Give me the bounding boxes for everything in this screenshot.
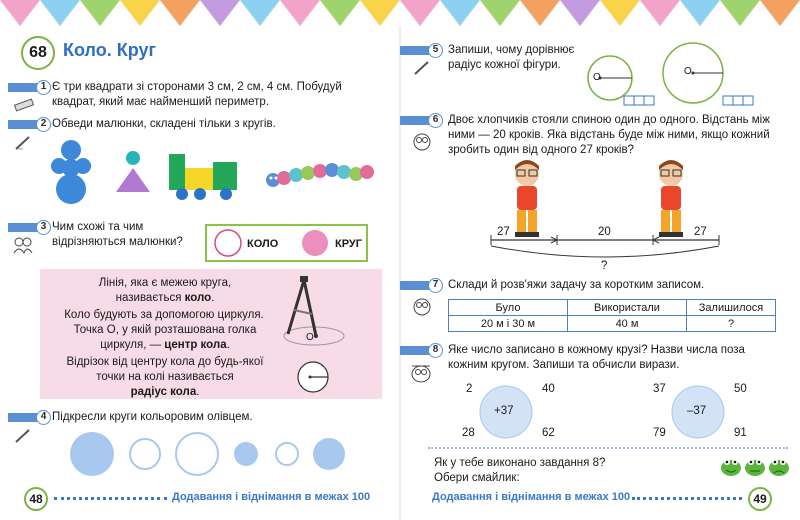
owl-icon: [411, 131, 433, 151]
definition-line-4: Відрізок від центру кола до будь-якої точки на колі називається радіус кола.: [66, 356, 264, 398]
task-4-marker: [8, 410, 52, 425]
circle-2-number-tl: 37: [653, 383, 666, 395]
circle-2-number-tr: 50: [734, 383, 747, 395]
ring-shape: [276, 443, 298, 465]
left-footer-dots: [54, 497, 167, 500]
page-spine: [399, 26, 401, 520]
answer-cell: [723, 96, 733, 105]
task-1-marker: [8, 80, 52, 95]
task-7-table: [448, 299, 776, 332]
compass-center-label: O: [306, 332, 314, 343]
def-term-kolo: коло: [184, 292, 212, 304]
self-check-question: [434, 456, 605, 486]
self-check-line-2: Обери смайлик:: [434, 472, 520, 484]
owl-icon: [411, 296, 433, 316]
task-6-number: 6: [428, 113, 443, 128]
answer-cell: [743, 96, 753, 105]
table-cell: ?: [687, 316, 776, 332]
answer-cell: [733, 96, 743, 105]
circle-2-number-br: 91: [734, 427, 747, 439]
task-7-marker: [400, 278, 444, 293]
disc-shape: [70, 432, 114, 476]
right-footer-title: Додавання і віднімання в межах 100: [432, 491, 631, 503]
pencil-icon: [14, 135, 32, 151]
task-2-figures: [40, 136, 400, 208]
task-3-text: Чим схожі та чим відрізняються малюнки?: [52, 221, 183, 248]
circle-1-operation: +37: [494, 405, 514, 417]
table-row: [449, 316, 776, 332]
circle-1-number-bl: 28: [462, 427, 475, 439]
def-3b: циркуля, —: [100, 339, 162, 351]
answer-cell: [624, 96, 634, 105]
pencil-icon: [14, 428, 32, 444]
definition-line-1: Лінія, яка є межею круга, називається коло.: [98, 277, 232, 304]
lesson-title: Коло. Круг: [63, 40, 156, 60]
circle-1-number-br: 62: [542, 427, 555, 439]
compass-icon: [282, 274, 352, 349]
circle-outline: [213, 228, 243, 258]
radius-circle-diagram: [296, 360, 330, 394]
task-7-number: 7: [428, 278, 443, 293]
circle-figure-part: [61, 140, 81, 160]
task-7-text: Склади й розв'яжи задачу за коротким записом.: [448, 279, 705, 291]
table-header-row: [449, 300, 776, 316]
def-term-center: центр кола: [164, 339, 227, 351]
left-page-number: 48: [24, 487, 48, 511]
task-1-number: 1: [36, 80, 51, 95]
task-4-text: Підкресли круги кольоровим олівцем.: [52, 411, 253, 423]
table-header-cell: Залишилося: [687, 300, 776, 316]
table-cell: 40 м: [568, 316, 687, 332]
task-8-marker: [400, 343, 444, 358]
circle-a-center-label: O: [593, 72, 601, 83]
def-1a: Лінія, яка є межею круга,: [98, 277, 232, 289]
right-page-number: 49: [748, 487, 772, 511]
triangle-shape: [116, 168, 150, 192]
task-3-marker: [8, 220, 52, 235]
train-engine: [213, 162, 237, 190]
boy-right-illustration: [649, 160, 693, 238]
left-footer-title: Додавання і віднімання в межах 100: [172, 491, 371, 503]
disc-shape: [234, 442, 258, 466]
circle-1-number-tr: 40: [542, 383, 555, 395]
task-6-text: Двоє хлопчиків стояли спиною один до одного. Відстань між ними — 20 кроків. Яка відстань буде між ними, якщо кожний зробить один від одного 27 кроків?: [448, 114, 770, 156]
train-cabin: [169, 154, 185, 190]
segment-right-label: 27: [694, 226, 707, 238]
segment-left-label: 27: [497, 226, 510, 238]
lesson-number-badge: [21, 36, 55, 70]
disc-shape: [313, 438, 345, 470]
task-2-text: Обведи малюнки, складені тільки з кругів.: [52, 118, 276, 130]
pencil-icon: [413, 60, 431, 76]
task-6-marker: [400, 113, 444, 128]
task-5-text: Запиши, чому дорівнює радіус кожної фігури.: [448, 44, 575, 71]
circle-2-number-bl: 79: [653, 427, 666, 439]
table-cell: 20 м і 30 м: [449, 316, 568, 332]
task-2-number: 2: [36, 117, 51, 132]
label-krug: КРУГ: [335, 238, 362, 250]
task-4-circles: [60, 430, 360, 480]
def-1b: називається: [115, 292, 182, 304]
ruler-icon: [14, 98, 34, 112]
self-check-line-1: Як у тебе виконано завдання 8?: [434, 457, 606, 469]
task-8-number: 8: [428, 343, 443, 358]
answer-cell: [644, 96, 654, 105]
label-kolo: КОЛО: [247, 238, 279, 250]
circle-figure-part: [126, 151, 140, 165]
top-banner: [0, 0, 800, 26]
smiley-frogs: [720, 456, 792, 478]
task-5-marker: [400, 43, 444, 58]
frog-smiley-sad[interactable]: [769, 459, 789, 476]
task-3-compare-box: [205, 224, 368, 262]
right-footer-dots: [632, 497, 742, 500]
frog-smiley-neutral[interactable]: [745, 459, 765, 476]
def-term-radius: радіус кола: [130, 386, 197, 398]
def-4b: точки на колі називається: [96, 371, 234, 383]
table-header-cell: Використали: [568, 300, 687, 316]
ring-shape: [130, 439, 160, 469]
circle-figure-part: [56, 174, 86, 204]
def-4a: Відрізок від центру кола до будь-якої: [66, 356, 264, 368]
lesson-number: 68: [29, 44, 47, 61]
table-header-cell: Було: [449, 300, 568, 316]
pair-work-icon: [12, 236, 34, 254]
task-4-number: 4: [36, 410, 51, 425]
circle-1-number-tl: 2: [466, 383, 473, 395]
def-3a: Точка O, у якій розташована голка: [73, 324, 257, 336]
circle-2-operation: –37: [687, 405, 707, 417]
segment-middle-label: 20: [598, 226, 611, 238]
task-5-number: 5: [428, 43, 443, 58]
task-2-marker: [8, 117, 52, 132]
thinking-owl-icon: [408, 361, 434, 383]
total-distance-question: ?: [601, 260, 608, 272]
self-check-divider: [428, 447, 788, 449]
task-1-text: Є три квадрати зі сторонами 3 см, 2 см, 4 см. Побудуй квадрат, який має найменший периметр.: [52, 81, 342, 108]
filled-disc: [300, 228, 330, 258]
definition-line-3: Точка O, у якій розташована голка циркуля, — центр кола.: [73, 324, 257, 351]
boy-left-illustration: [505, 160, 549, 238]
answer-cell: [634, 96, 644, 105]
definition-line-2: Коло будують за допомогою циркуля.: [64, 309, 264, 321]
task-8-text: Яке число записано в кожному крузі? Назви числа поза кожним кругом. Запиши та обчисли вирази.: [448, 344, 745, 371]
circle-b-center-label: O: [684, 66, 692, 77]
task-3-number: 3: [36, 220, 51, 235]
ring-shape: [176, 433, 218, 475]
train-body: [185, 168, 213, 190]
frog-smiley-happy[interactable]: [721, 459, 741, 476]
